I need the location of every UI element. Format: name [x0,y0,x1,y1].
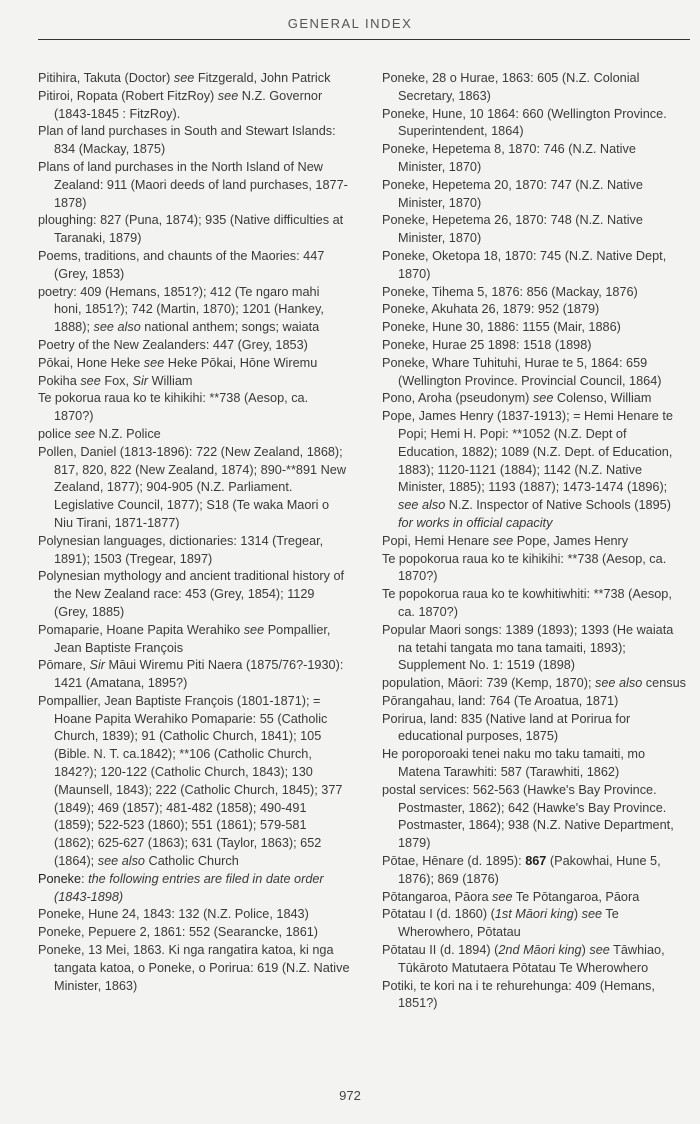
index-entry [38,924,350,942]
entry-text: Poneke, 13 Mei, 1863. Ki nga rangatira katoa, ki nga tangata katoa, o Poneke, o Porirua: 619 (N.Z. Native Minister, 1863) [38,943,350,993]
entry-text: Te Pōtangaroa, Pāora [512,889,640,904]
index-entry [382,248,686,284]
index-entry [382,906,686,942]
entry-text: Pope, James Henry [513,533,629,548]
index-entry [382,390,686,408]
index-entry [382,533,686,551]
entry-text: see [581,907,603,922]
entry-text: Pollen, Daniel (1813-1896): 722 (New Zealand, 1868); 817, 820, 822 (New Zealand, 1874); 890-**891 New Zealand, 1877); 904-905 (N.Z. Parliament. Legislative Council, 1877); S18 (Te waka Maori o Niu Tirani, 1871-1877) [38,444,347,530]
entry-text: Fitzgerald, John Patrick [194,71,331,85]
index-entry [382,177,686,213]
entry-text: ) [581,943,590,958]
entry-text: Pōrangahau, land: 764 (Te Aroatua, 1871) [382,693,619,708]
index-entry [38,355,350,373]
entry-text: Fox, [100,373,133,388]
entry-text: Te Wherowhero, Pōtatau [398,907,619,940]
entry-text: police [38,426,75,441]
entry-text: Poneke, Tihema 5, 1876: 856 (Mackay, 1876) [382,284,638,299]
entry-text: Pitiroi, Ropata (Robert FitzRoy) [38,88,218,103]
index-entry [382,551,686,587]
index-entry [382,978,686,1014]
entry-text: Potiki, te kori na i te rehurehunga: 409 (Hemans, 1851?) [382,978,655,1011]
entry-text: Pokiha [38,373,81,388]
index-entry [38,212,350,248]
index-entry [38,533,350,569]
entry-text: Catholic Church [145,854,239,869]
index-entry [38,906,350,924]
entry-text: Te popokorua raua ko te kowhitiwhiti: **738 (Aesop, ca. 1870?) [382,587,672,619]
index-entry [38,337,350,355]
index-entry [382,337,686,355]
entry-text: Popi, Hemi Henare [382,533,493,548]
entry-text: Sir [89,658,105,673]
entry-text: Pompallier, Jean Baptiste François (1801-1871); = Hoane Papita Werahiko Pomaparie: 55 (Catholic Church, 1839); 91 (Catholic Church, 1841); 105 (Bible. N. T. ca.1842); **106 (Catholic Church, 1842?); 120-122 (Catholic Church, 1843); 130 (Maunsell, 1843); 222 (Catholic Church, 1845); 377 (1849); 469 (1857); 481-482 (1858); 490-491 (1859); 522-523 (1860); 551 (1861); 579-581 (1862); 625-627 (1863); 631 (Taylor, 1863); 652 (1864); [38,693,343,869]
index-column-right [382,70,686,1013]
index-entry [382,141,686,177]
entry-text: Poems, traditions, and chaunts of the Maories: 447 (Grey, 1853) [38,248,325,281]
entry-text: Poneke, Pepuere 2, 1861: 552 (Searancke, 1861) [38,925,319,940]
index-entry [382,319,686,337]
entry-text: He poroporoaki tenei naku mo taku tamaiti, mo Matena Tarawhiti: 587 (Tarawhiti, 1862) [382,747,646,780]
entry-text: see [243,622,265,637]
index-entry [382,675,686,693]
index-entry [382,711,686,747]
index-entry [382,408,686,533]
entry-text: N.Z. Inspector of Native Schools (1895) [445,498,671,513]
entry-text: Polynesian languages, dictionaries: 1314 (Tregear, 1891); 1503 (Tregear, 1897) [38,533,324,566]
index-entry [382,586,686,622]
entry-text: N.Z. Governor (1843-1845 : FitzRoy). [54,88,323,121]
index-entry [382,622,686,675]
entry-text: ) [573,907,582,922]
entry-text: Poneke, Hune 24, 1843: 132 (N.Z. Police, 1843) [38,907,309,922]
entry-text: 1st Māori king [494,907,574,922]
entry-text: Pomaparie, Hoane Papita Werahiko [38,622,244,637]
index-entry [382,355,686,391]
entry-text: see [589,943,610,958]
index-entry [382,693,686,711]
index-entry [382,284,686,302]
entry-text: Heke Pōkai, Hōne Wiremu [164,355,318,370]
index-entry [38,657,350,693]
index-entry [382,782,686,853]
entry-text: Tāwhiao, Tūkāroto Matutaera Pōtatau Te Wherowhero [398,943,665,975]
entry-text: Poneke [38,871,82,886]
index-entry [382,212,686,248]
entry-text: Pitihira, Takuta (Doctor) [38,71,174,85]
entry-text: Pompallier, Jean Baptiste François [54,622,331,655]
entry-text: postal services: 562-563 (Hawke's Bay Province. Postmaster, 1862); 642 (Hawke's Bay Province. Postmaster, 1864); 938 (N.Z. Native Department, 1879) [382,782,674,851]
entry-text: : [81,871,89,886]
entry-text: Pōtatau II (d. 1894) ( [382,943,499,958]
index-entry [38,622,350,658]
entry-text: Poneke, Akuhata 26, 1879: 952 (1879) [382,302,600,317]
entry-text: Te popokorua raua ko te kihikihi: **738 (Aesop, ca. 1870?) [382,551,667,584]
entry-text: (Pakowhai, Hune 5, 1876); 869 (1876) [398,854,661,886]
page-number: 972 [339,1088,361,1103]
entry-text: Plan of land purchases in South and Stewart Islands: 834 (Mackay, 1875) [38,124,336,157]
entry-text: Poneke, Hepetema 26, 1870: 748 (N.Z. Native Minister, 1870) [382,213,643,246]
entry-text: Māui Wiremu Piti Naera (1875/76?-1930): 1421 (Amatana, 1895?) [54,658,344,691]
entry-text: Pope, James Henry (1837-1913); = Hemi Henare te Popi; Hemi H. Popi: **1052 (N.Z. Dept of Education, 1882); 1089 (N.Z. Dept. of Education, 1883); 1120-1121 (1884); 1142 (N.Z. Native Minister, 1885); 1193 (1887); 1473-1474 (1896); [382,409,673,495]
index-column-left [38,70,350,995]
entry-text: Pōtangaroa, Pāora [382,889,493,904]
index-entry [382,746,686,782]
entry-text: see also [398,498,446,513]
entry-text: Polynesian mythology and ancient traditional history of the New Zealand race: 453 (Grey, 1854); 1129 (Grey, 1885) [38,569,345,619]
entry-text: N.Z. Police [95,426,161,441]
entry-text: see also [97,854,145,869]
index-entry [38,568,350,621]
entry-text: see [532,391,554,406]
index-entry [38,693,350,871]
entry-text: see [74,426,96,441]
entry-text: 2nd Māori king [498,943,582,958]
index-entry [38,248,350,284]
entry-text: Popular Maori songs: 1389 (1893); 1393 (He waiata na tetahi tangata mo tana tamaiti, 1893); Supplement No. 1: 1519 (1898) [382,622,674,673]
index-entry [382,106,686,142]
entry-text: Pono, Aroha (pseudonym) [382,391,533,406]
entry-text: Poneke, Hune 30, 1886: 1155 (Mair, 1886) [382,320,621,335]
entry-text: Pōtae, Hēnare (d. 1895): [382,854,526,869]
entry-text: Poetry of the New Zealanders: 447 (Grey, 1853) [38,337,308,352]
entry-text: Poneke, Oketopa 18, 1870: 745 (N.Z. Native Dept, 1870) [382,248,667,281]
entry-text: for works in official capacity [398,515,553,530]
entry-text: see [217,88,239,103]
entry-text: Te pokorua raua ko te kihikihi: **738 (Aesop, ca. 1870?) [38,391,309,424]
index-entry [38,426,350,444]
entry-text: Poneke, Hurae 25 1898: 1518 (1898) [382,337,592,352]
index-entry [38,373,350,391]
index-entry [38,390,350,426]
entry-text: the following entries are filed in date order (1843-1898) [54,871,324,904]
index-entry [38,123,350,159]
index-entry [38,88,350,124]
entry-text: Poneke, Hepetema 20, 1870: 747 (N.Z. Native Minister, 1870) [382,177,643,210]
index-entry [382,942,686,978]
entry-text: Pōmare, [38,658,90,673]
entry-text: see [173,71,195,85]
running-header: GENERAL INDEX [287,16,413,31]
index-entry [38,942,350,995]
entry-text: see [492,533,514,548]
entry-text: see also [595,676,643,691]
entry-text: Sir [132,373,149,388]
entry-text: Poneke, 28 o Hurae, 1863: 605 (N.Z. Colonial Secretary, 1863) [382,71,640,103]
entry-text: Poneke, Hune, 10 1864: 660 (Wellington Province. Superintendent, 1864) [382,106,667,139]
entry-text: Pōtatau I (d. 1860) ( [382,907,495,922]
entry-text: population, Māori: 739 (Kemp, 1870); [382,676,595,691]
entry-text: Pōkai, Hone Heke [38,355,144,370]
index-entry [38,70,350,88]
entry-text: Plans of land purchases in the North Island of New Zealand: 911 (Maori deeds of land purchases, 1877-1878) [38,159,348,210]
entry-text: Poneke, Hepetema 8, 1870: 746 (N.Z. Native Minister, 1870) [382,142,636,174]
entry-text: William [148,373,193,388]
entry-text: Poneke, Whare Tuhituhi, Hurae te 5, 1864: 659 (Wellington Province. Provincial Council, 1864) [382,355,662,388]
entry-text: ploughing: 827 (Puna, 1874); 935 (Native difficulties at Taranaki, 1879) [38,213,344,246]
entry-text: see [80,373,101,388]
entry-text: Colenso, William [553,391,652,406]
entry-text: poetry: 409 (Hemans, 1851?); 412 (Te ngaro mahi honi, 1851?); 742 (Martin, 1870); 1201 (Hankey, 1888); [38,284,324,335]
index-entry [38,284,350,337]
index-entry [38,444,350,533]
entry-text: census [642,676,686,691]
index-entry [38,871,350,907]
entry-text: see [143,355,165,370]
header-rule [38,39,690,40]
index-entry [382,301,686,319]
entry-text: Porirua, land: 835 (Native land at Porirua for educational purposes, 1875) [382,711,631,744]
index-entry [38,159,350,212]
index-entry [382,70,686,106]
entry-text: national anthem; songs; waiata [140,320,320,335]
entry-text: 867 [525,854,547,869]
index-entry [382,889,686,907]
entry-text: see [492,889,513,904]
entry-text: see also [93,320,141,335]
index-entry [382,853,686,889]
